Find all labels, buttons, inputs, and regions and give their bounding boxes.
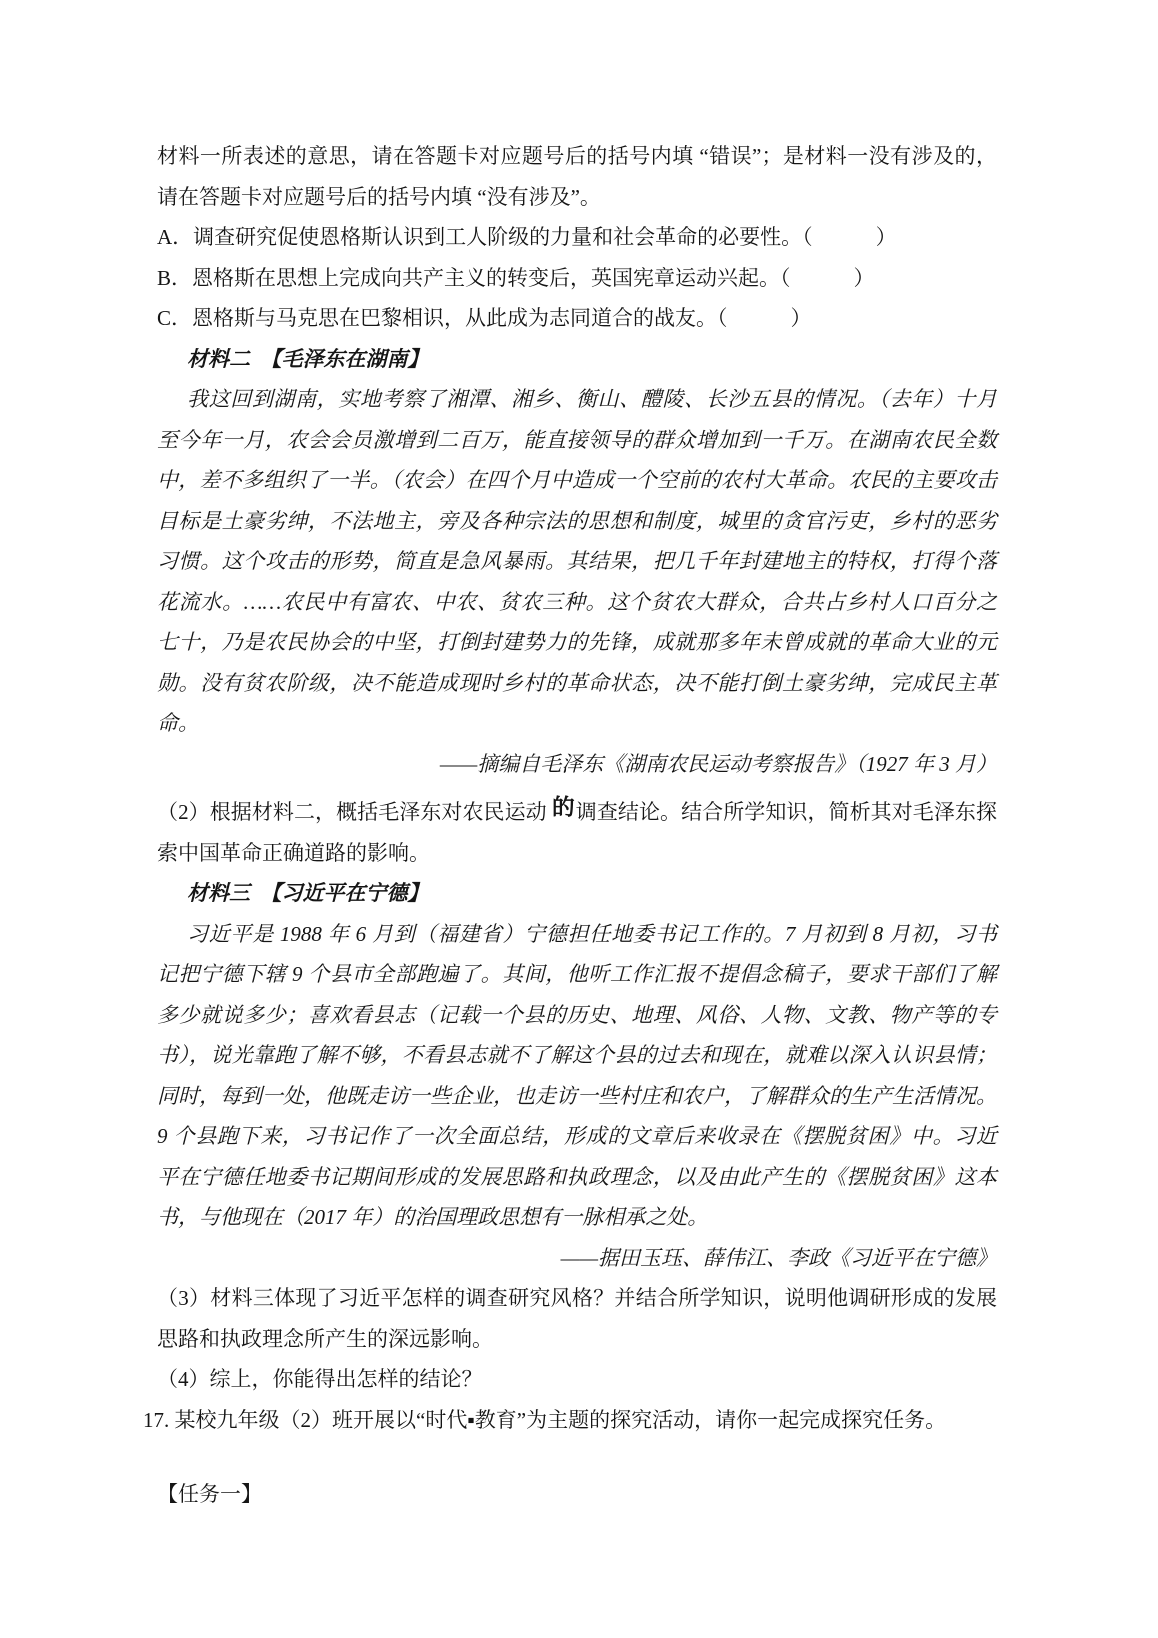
text-segment: 书），说光靠跑了解不够，不看县志就不了解这个县的过去和现在，就难以深入认识县情； <box>157 1043 997 1067</box>
text-segment: 记把宁德下辖 9 个县市全部跑遍了。其间，他听工作汇报不提倡念稿子，要求干部们了解 <box>157 962 997 986</box>
material-3-quote-line-4 <box>157 1035 997 1076</box>
text-segment: 材料三 【习近平在宁德】 <box>187 881 429 905</box>
material-2-quote-line-8 <box>157 663 997 704</box>
text-segment: 思路和执政理念所产生的深远影响。 <box>157 1326 493 1351</box>
text-segment: 命。 <box>157 711 199 735</box>
material-2-quote-line-9 <box>157 703 997 744</box>
material-3-quote-line-7 <box>157 1157 997 1198</box>
text-segment: （2）根据材料二，概括毛泽东对农民运动 <box>157 800 553 824</box>
text-segment: ——摘编自毛泽东《湖南农民运动考察报告》（1927 年 3 月） <box>439 751 997 776</box>
text-segment: 17. 某校九年级（2）班开展以“时代▪教育”为主题的探究活动，请你一起完成探究任务。 <box>143 1407 947 1432</box>
material-2-quote-line-1 <box>157 379 997 420</box>
material-3-attribution <box>157 1238 997 1279</box>
text-segment: （3）材料三体现了习近平怎样的调查研究风格？并结合所学知识，说明他调研形成的发展 <box>157 1286 997 1310</box>
material-3-quote-line-8 <box>157 1197 997 1238</box>
material-3-quote-line-5 <box>157 1076 997 1117</box>
text-segment: 多少就说多少；喜欢看县志（记载一个县的历史、地理、风俗、人物、文教、物产等的专 <box>157 1002 997 1027</box>
task-1-heading <box>157 1474 997 1515</box>
text-segment: 花流水。……农民中有富农、中农、贫农三种。这个贫农大群众，合共占乡村人口百分之 <box>157 589 997 614</box>
option-b <box>157 258 997 299</box>
text-segment: 调查结论。结合所学知识，简析其对毛泽东探 <box>575 800 997 824</box>
option-a <box>157 217 997 258</box>
text-segment: 中，差不多组织了一半。（农会）在四个月中造成一个空前的农村大革命。农民的主要攻击 <box>157 468 997 492</box>
material-2-heading <box>157 339 997 380</box>
emphasized-text: 的 <box>552 795 576 820</box>
text-segment: 【任务一】 <box>157 1482 262 1506</box>
text-segment: 材料二 【毛泽东在湖南】 <box>187 346 429 371</box>
text-segment: 至今年一月，农会会员激增到二百万，能直接领导的群众增加到一千万。在湖南农民全数 <box>157 427 997 452</box>
text-segment: 书，与他现在（2017 年）的治国理政思想有一脉相承之处。 <box>157 1205 709 1229</box>
material-2-quote-line-2 <box>157 420 997 461</box>
material-3-quote-line-6 <box>157 1116 997 1157</box>
instruction-line-1 <box>157 136 997 177</box>
text-segment: C．恩格斯与马克思在巴黎相识，从此成为志同道合的战友。（ ） <box>157 306 812 330</box>
text-segment: A．调查研究促使恩格斯认识到工人阶级的力量和社会革命的必要性。（ ） <box>157 225 897 249</box>
text-segment: 材料一所表述的意思，请在答题卡对应题号后的括号内填 “错误”；是材料一没有涉及的， <box>157 144 997 168</box>
text-segment: 请在答题卡对应题号后的括号内填 “没有涉及”。 <box>157 184 601 209</box>
text-segment: 目标是土豪劣绅，不法地主，旁及各种宗法的思想和制度，城里的贪官污吏，乡村的恶劣 <box>157 508 997 533</box>
text-segment: 我这回到湖南，实地考察了湘潭、湘乡、衡山、醴陵、长沙五县的情况。（去年）十月 <box>187 387 997 411</box>
material-3-quote-line-3 <box>157 995 997 1036</box>
question-2-line-2 <box>157 833 997 874</box>
text-segment: 平在宁德任地委书记期间形成的发展思路和执政理念，以及由此产生的《摆脱贫困》这本 <box>157 1164 997 1189</box>
material-3-heading <box>157 873 997 914</box>
instruction-line-2 <box>157 177 997 218</box>
material-3-quote-line-1 <box>157 914 997 955</box>
text-segment: B．恩格斯在思想上完成向共产主义的转变后，英国宪章运动兴起。（ ） <box>157 265 875 290</box>
material-2-quote-line-7 <box>157 622 997 663</box>
text-segment: 同时，每到一处，他既走访一些企业，也走访一些村庄和农户，了解群众的生产生活情况。 <box>157 1083 997 1108</box>
material-2-quote-line-5 <box>157 541 997 582</box>
question-4-line <box>157 1359 997 1400</box>
text-segment: 习近平是 1988 年 6 月到（福建省）宁德担任地委书记工作的。7 月初到 8 月初，习书 <box>187 921 997 946</box>
text-segment: 习惯。这个攻击的形势，简直是急风暴雨。其结果，把几千年封建地主的特权，打得个落 <box>157 549 997 573</box>
text-segment: （4）综上，你能得出怎样的结论？ <box>157 1367 483 1391</box>
text-segment: 索中国革命正确道路的影响。 <box>157 840 430 865</box>
material-2-attribution <box>157 744 997 785</box>
question-2-line-1 <box>157 792 997 833</box>
text-segment: ——据田玉珏、薛伟江、李政《习近平在宁德》 <box>560 1245 997 1270</box>
question-3-line-2 <box>157 1319 997 1360</box>
text-segment: 七十，乃是农民协会的中坚，打倒封建势力的先锋，成就那多年未曾成就的革命大业的元 <box>157 630 997 654</box>
question-17-line <box>143 1400 997 1441</box>
material-3-quote-line-2 <box>157 954 997 995</box>
material-2-quote-line-4 <box>157 501 997 542</box>
material-2-quote-line-3 <box>157 460 997 501</box>
material-2-quote-line-6 <box>157 582 997 623</box>
exam-text-block <box>143 136 997 1515</box>
text-segment: 9 个县跑下来，习书记作了一次全面总结，形成的文章后来收录在《摆脱贫困》中。习近 <box>157 1124 997 1148</box>
text-segment: 勋。没有贫农阶级，决不能造成现时乡村的革命状态，决不能打倒土豪劣绅，完成民主革 <box>157 670 997 695</box>
option-c <box>157 298 997 339</box>
question-3-line-1 <box>157 1278 997 1319</box>
